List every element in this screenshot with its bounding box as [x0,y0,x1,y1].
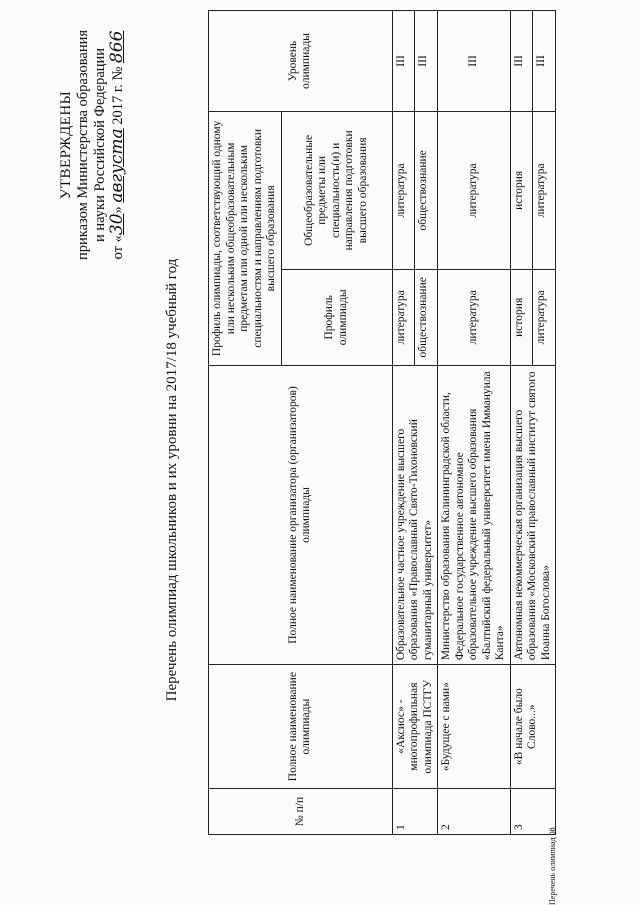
header-organizer: Полное наименование организатора (организаторов) олимпиады [209,365,393,664]
approval-line-2: и науки Российской Федерации [92,47,108,243]
row-organizer: Автономная некоммерческая организация высшего образования «Московский православный институт святого Иоанна Богослова» [510,365,556,664]
row-subject: обществознание [415,111,438,269]
approval-month: августа [107,128,127,203]
table-row [510,11,533,835]
approval-mid: » [110,202,126,214]
row-subject: история [510,111,533,269]
approval-title: УТВЕРЖДЕНЫ [58,90,74,200]
approval-date-line [109,5,127,285]
row-num: 2 [438,789,511,835]
row-name: «В начале было Слово...» [510,665,556,789]
row-profile: литература [438,269,511,365]
header-subjects: Общеобразовательные предметы или специальность(и) и направления подготовки высшего образования [281,111,392,269]
row-level: III [415,11,438,112]
header-level: Уровень олимпиады [209,11,393,112]
header-num: № п/п [209,789,393,835]
row-name: «Будущее с нами» [438,665,511,789]
approval-number: 866 [107,30,127,64]
row-profile: история [510,269,533,365]
row-organizer: Образовательное частное учреждение высшего образования «Православный Свято-Тихоновский гуманитарный университет» [392,365,438,664]
row-profile: обществознание [415,269,438,365]
header-profile-group: Профиль олимпиады, соответствующий одному или нескольким общеобразовательным предметам или одной или нескольким специальностям и направлениям подготовки высшего образования [209,111,282,365]
row-organizer: Министерство образования Калининградской области, Федеральное государственное автономное образовательное учреждение высшего образования «Балтийский федеральный университет имени Иммануила Канта» [438,365,511,664]
table-row [392,11,415,835]
row-subject: литература [392,111,415,269]
approval-year: 2017 г. № [110,63,126,129]
row-profile: литература [533,269,556,365]
approval-line-1: приказом Министерства образования [75,29,91,261]
row-subject: литература [438,111,511,269]
header-profile: Профиль олимпиады [281,269,392,365]
row-level: III [510,11,533,112]
approval-from: от « [110,235,126,260]
row-profile: литература [392,269,415,365]
document-heading: Перечень олимпиад школьников и их уровни на 2017/18 учебный год [164,258,180,702]
approval-day: 30 [107,213,127,236]
row-level: III [533,11,556,112]
row-num: 3 [510,789,556,835]
row-subject: литература [533,111,556,269]
row-level: III [392,11,415,112]
olympiad-table [208,10,556,835]
approval-block [58,5,127,285]
header-name: Полное наименование олимпиады [209,665,393,789]
row-num: 1 [392,789,438,835]
footer-note: Перечень олимпиад 08 [548,827,557,905]
row-name: «Аксиос» - многопрофильная олимпиада ПСТГУ [392,665,438,789]
row-level: III [438,11,511,112]
table-row [438,11,511,835]
